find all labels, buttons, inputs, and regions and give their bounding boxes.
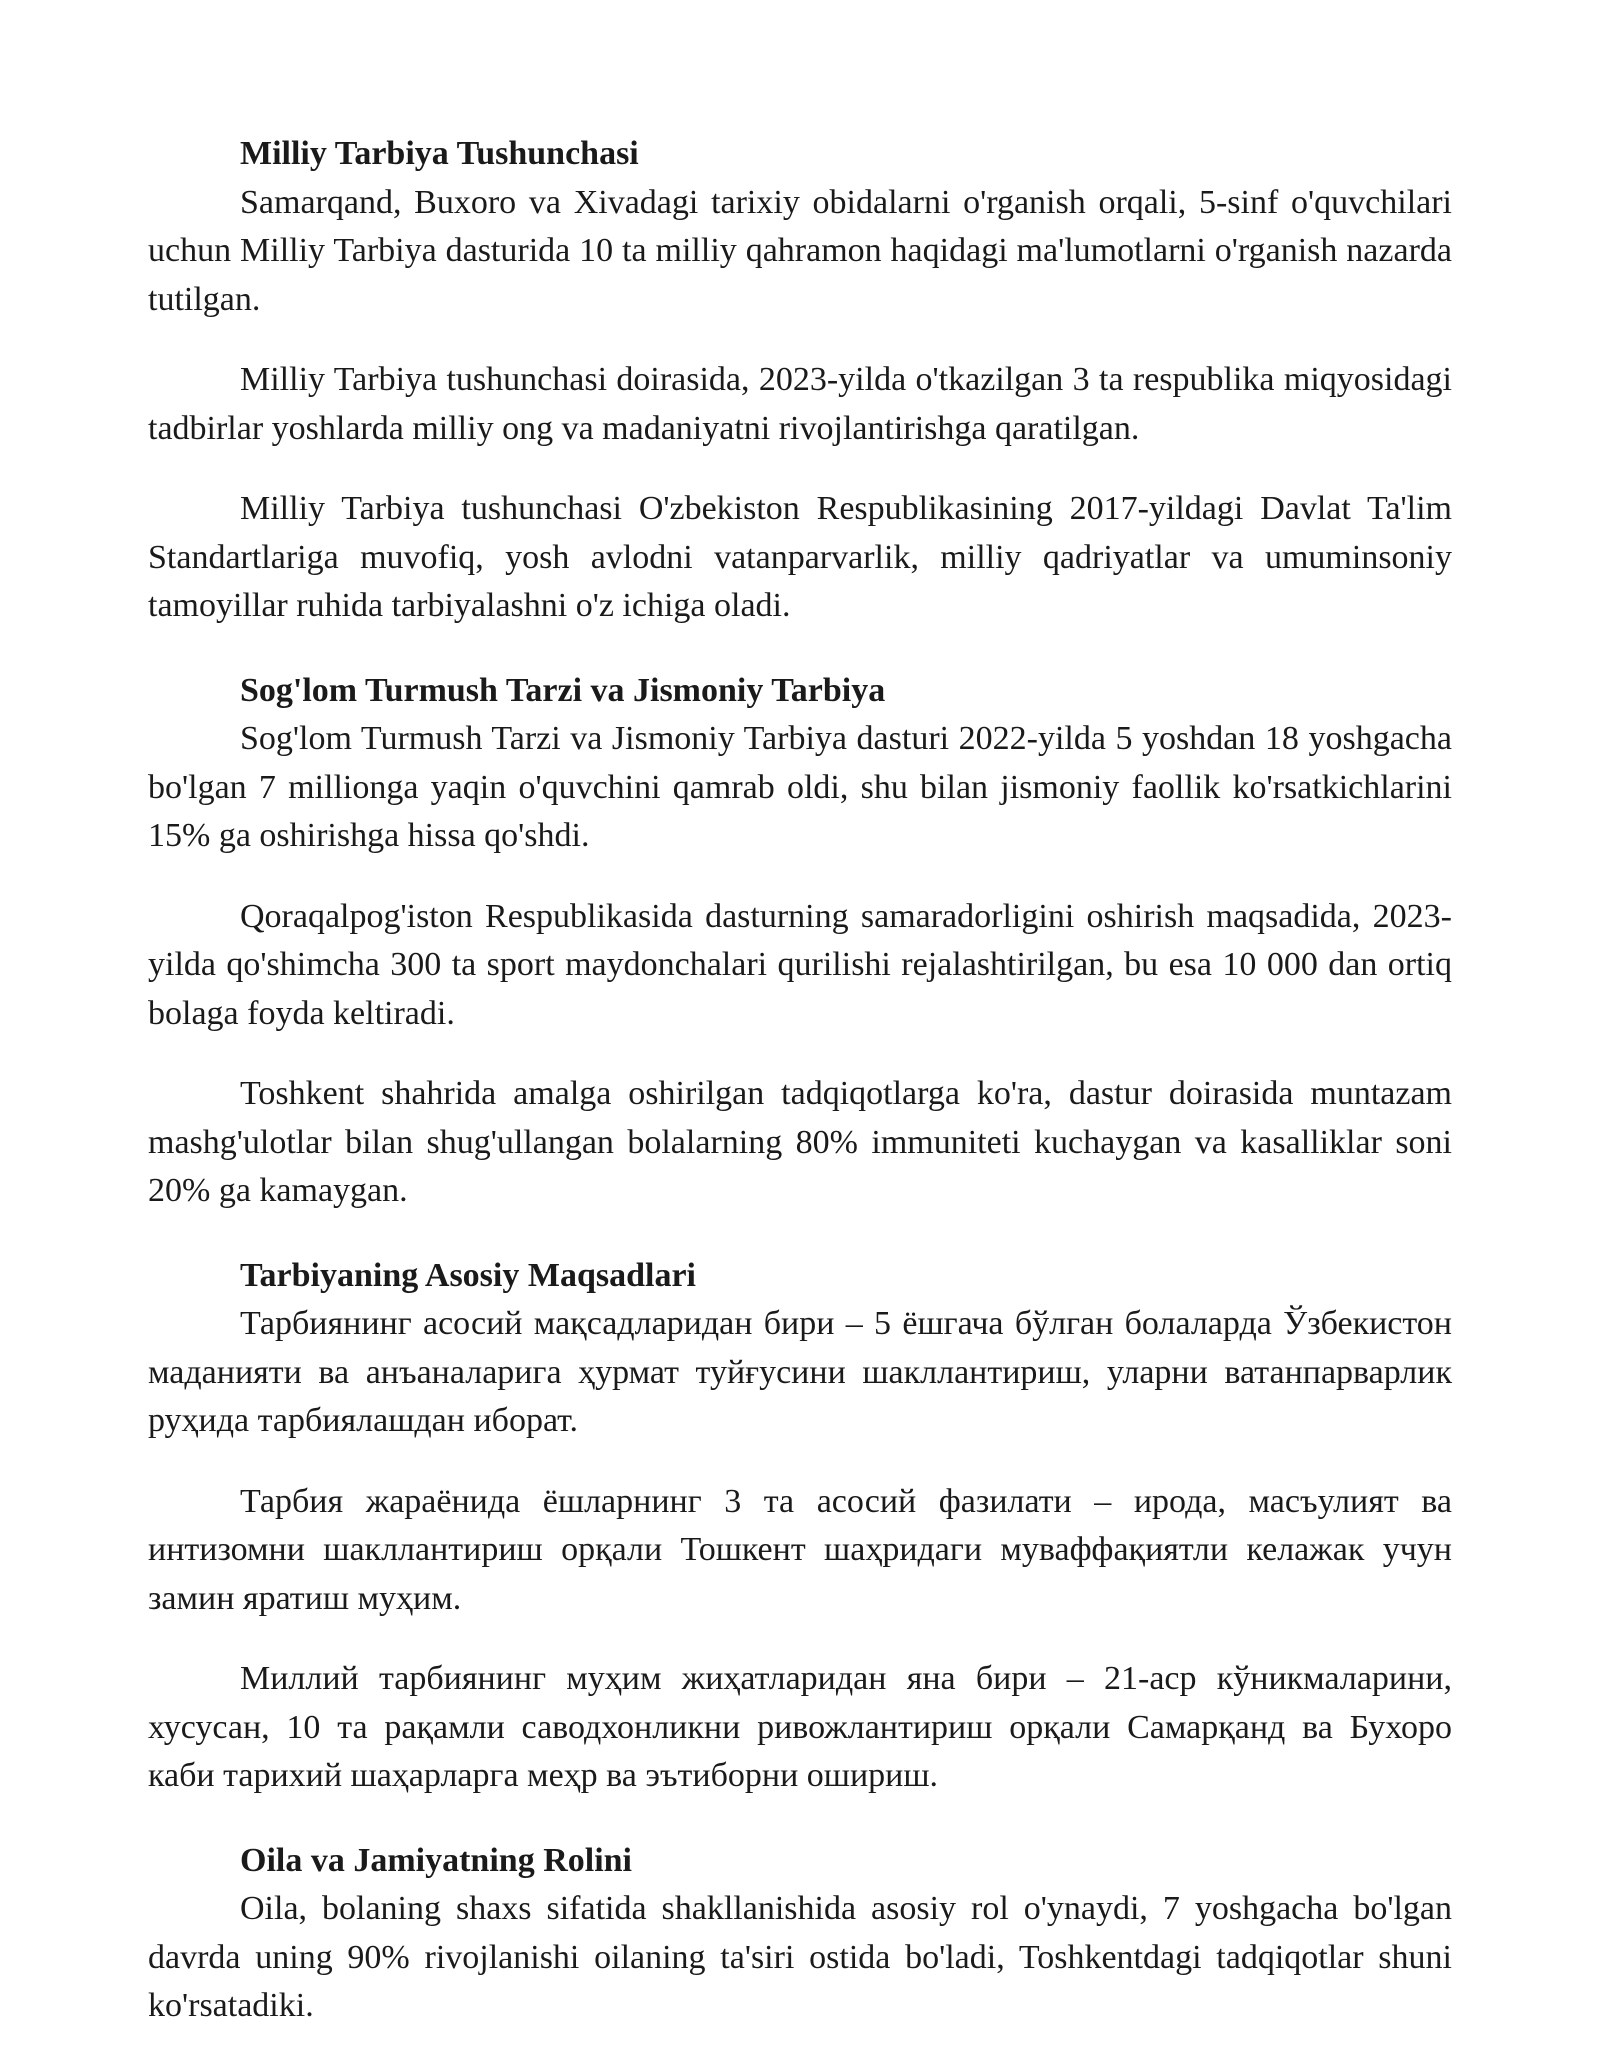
section-heading: Oila va Jamiyatning Rolini [240, 1841, 632, 1879]
paragraph: Тарбиянинг асосий мақсадларидан бири – 5 ёшгача бўлган болаларда Ўзбекистон маданияти ва анъаналарига ҳурмат туйғусини шакллантириш, уларни ватанпарварлик руҳида тарбиялашдан иборат. [148, 1305, 1452, 1439]
paragraph: Миллий тарбиянинг муҳим жиҳатларидан яна бири – 21-аср кўникмаларини, хусусан, 10 та рақамли саводхонликни ривожлантириш орқали Самарқанд ва Бухоро каби тарихий шаҳарларга меҳр ва эътиборни ошириш. [148, 1660, 1452, 1794]
section-oila-jamiyat [148, 1837, 1452, 2031]
section-asosiy-maqsadlar [148, 1252, 1452, 1801]
paragraph: Milliy Tarbiya tushunchasi O'zbekiston Respublikasining 2017-yildagi Davlat Ta'lim Standartlariga muvofiq, yosh avlodni vatanparvarlik, milliy qadriyatlar va umuminsoniy tamoyillar ruhida tarbiyalashni o'z ichiga oladi. [148, 490, 1452, 624]
section-heading: Sog'lom Turmush Tarzi va Jismoniy Tarbiya [240, 671, 886, 709]
paragraph: Qoraqalpog'iston Respublikasida dasturning samaradorligini oshirish maqsadida, 2023-yilda qo'shimcha 300 ta sport maydonchalari qurilishi rejalashtirilgan, bu esa 10 000 dan ortiq bolaga foyda keltiradi. [148, 897, 1452, 1032]
section-milliy-tarbiya [148, 130, 1452, 631]
section-soglom-turmush [148, 667, 1452, 1216]
paragraph: Oila, bolaning shaxs sifatida shakllanishida asosiy rol o'ynaydi, 7 yoshgacha bo'lgan davrda uning 90% rivojlanishi oilaning ta'siri ostida bo'ladi, Toshkentdagi tadqiqotlar shuni ko'rsatadiki. [148, 1890, 1452, 2024]
paragraph: Samarqand, Buxoro va Xivadagi tarixiy obidalarni o'rganish orqali, 5-sinf o'quvchilari uchun Milliy Tarbiya dasturida 10 ta milliy qahramon haqidagi ma'lumotlarni o'rganish nazarda tutilgan. [148, 183, 1452, 318]
section-heading: Milliy Tarbiya Tushunchasi [240, 135, 639, 172]
section-heading: Tarbiyaning Asosiy Maqsadlari [240, 1256, 696, 1294]
paragraph: Тарбия жараёнида ёшларнинг 3 та асосий фазилати – ирода, масъулият ва интизомни шакллантириш орқали Тошкент шаҳридаги муваффақиятли келажак учун замин яратиш муҳим. [148, 1482, 1452, 1617]
paragraph: Toshkent shahrida amalga oshirilgan tadqiqotlarga ko'ra, dastur doirasida muntazam mashg'ulotlar bilan shug'ullangan bolalarning 80% immuniteti kuchaygan va kasalliklar soni 20% ga kamaygan. [148, 1075, 1452, 1209]
paragraph: Milliy Tarbiya tushunchasi doirasida, 2023-yilda o'tkazilgan 3 ta respublika miqyosidagi tadbirlar yoshlarda milliy ong va madaniyatni rivojlantirishga qaratilgan. [148, 361, 1452, 447]
document-body [148, 130, 1452, 2031]
paragraph: Sog'lom Turmush Tarzi va Jismoniy Tarbiya dasturi 2022-yilda 5 yoshdan 18 yoshgacha bo'lgan 7 millionga yaqin o'quvchini qamrab oldi, shu bilan jismoniy faollik ko'rsatkichlarini 15% ga oshirishga hissa qo'shdi. [148, 720, 1452, 854]
